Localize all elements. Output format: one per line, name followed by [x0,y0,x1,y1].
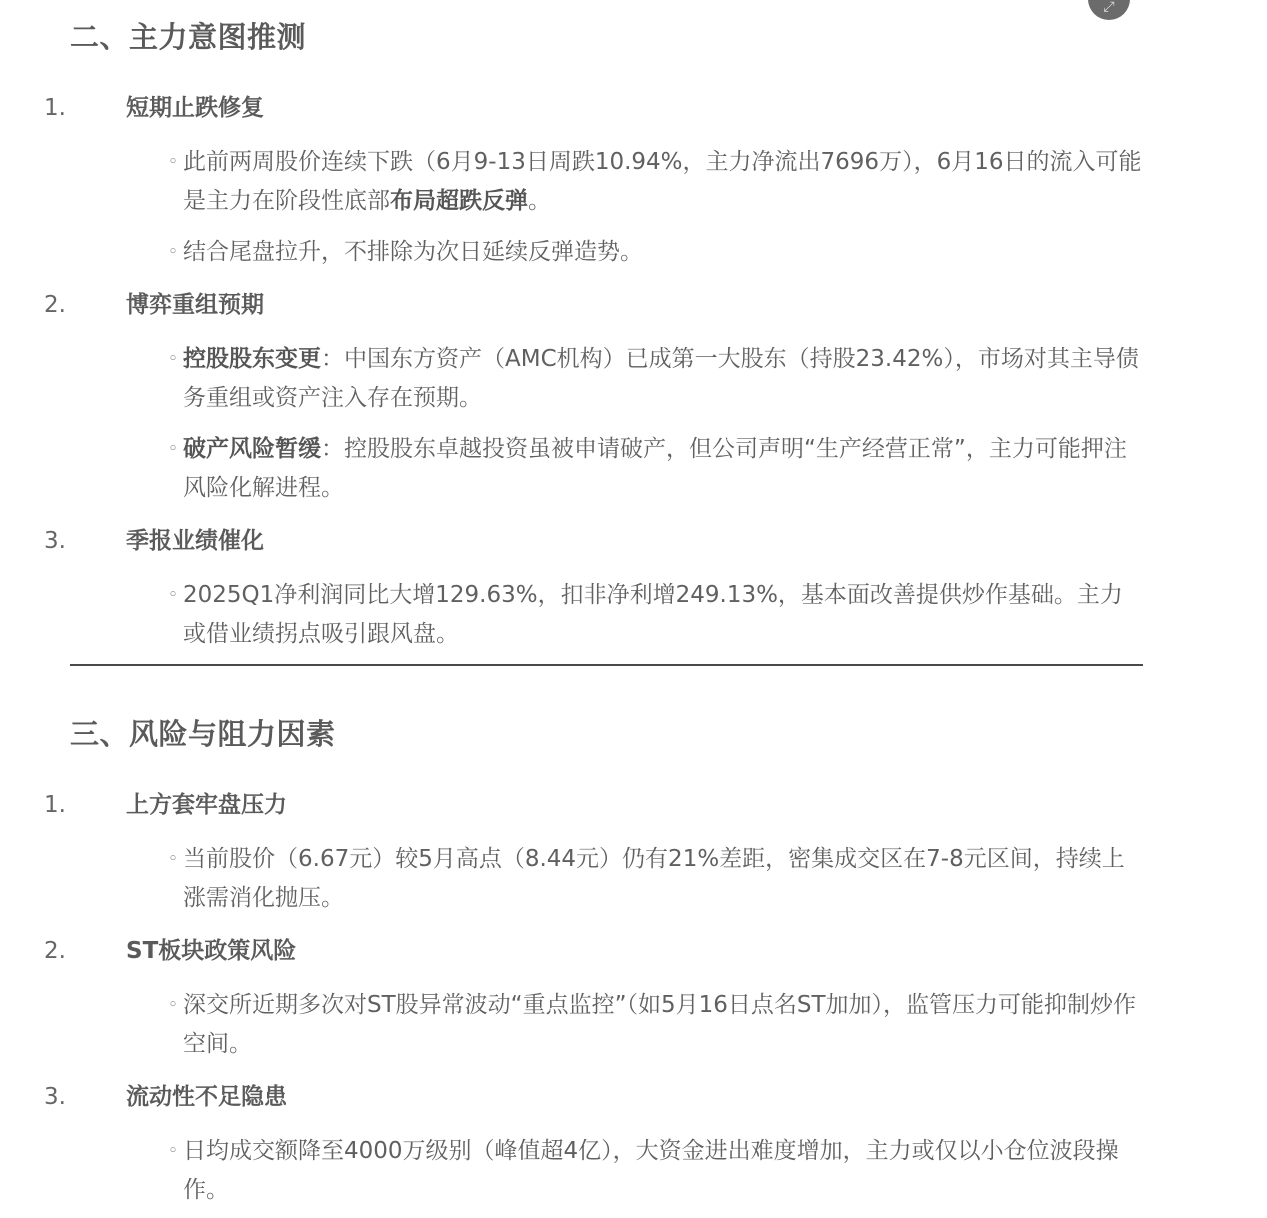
bullet-item [126,340,1143,418]
list-item [44,528,1143,556]
item-title: 博弈重组预期 [126,292,264,318]
bullet-dot: ◦ [168,242,179,262]
bullet-bold: 布局超跌反弹 [390,188,528,214]
item-number: 3. [44,528,66,554]
bullet-text: 深交所近期多次对ST股异常波动“重点监控”（如5月16日点名ST加加），监管压力可能抑制炒作空间。 [183,992,1137,1057]
bullet-item [126,143,1143,221]
bullet-dot: ◦ [168,1141,179,1161]
bullet-bold: 控股股东变更 [183,346,321,372]
bullet-item [126,430,1143,508]
list-item [44,1084,1143,1112]
bullet-text: ：控股股东卓越投资虽被申请破产，但公司声明“生产经营正常”，主力可能押注风险化解进程。 [183,436,1127,501]
item-title: 短期止跌修复 [126,95,264,121]
bullet-text: ：中国东方资产（AMC机构）已成第一大股东（持股23.42%），市场对其主导债务重组或资产注入存在预期。 [183,346,1139,411]
bullet-item [126,233,1143,272]
item-title: 季报业绩催化 [126,528,264,554]
list-item [44,938,1143,966]
bullet-item [126,840,1143,918]
item-title: 上方套牢盘压力 [126,792,287,818]
item-number: 3. [44,1084,66,1110]
bullet-text: 此前两周股价连续下跌（6月9-13日周跌10.94%，主力净流出7696万），6月16日的流入可能是主力在阶段性底部 [183,149,1142,214]
bullet-dot: ◦ [168,349,179,369]
bullet-dot: ◦ [168,585,179,605]
item-number: 1. [44,792,66,818]
list-item [44,292,1143,320]
item-number: 2. [44,938,66,964]
section-intent [44,20,1143,647]
bullet-dot: ◦ [168,439,179,459]
section-title: 三、风险与阻力因素 [70,717,336,751]
bullet-text: 结合尾盘拉升，不排除为次日延续反弹造势。 [183,239,643,265]
bullet-bold: 破产风险暂缓 [183,436,321,462]
bullet-dot: ◦ [168,995,179,1015]
item-number: 2. [44,292,66,318]
bullet-text: 日均成交额降至4000万级别（峰值超4亿），大资金进出难度增加，主力或仅以小仓位波段操作。 [183,1138,1119,1203]
item-number: 1. [44,95,66,121]
list-item [44,792,1143,820]
bullet-text: 当前股价（6.67元）较5月高点（8.44元）仍有21%差距，密集成交区在7-8元区间，持续上涨需消化抛压。 [183,846,1125,911]
divider [70,664,1143,666]
section-title: 二、主力意图推测 [70,20,307,54]
section-risk [44,717,1143,1203]
bullet-tail: 。 [528,188,551,214]
list-item [44,95,1143,123]
bullet-item [126,1132,1143,1210]
item-title: ST板块政策风险 [126,938,297,964]
bullet-item [126,986,1143,1064]
bullet-text: 2025Q1净利润同比大增129.63%，扣非净利增249.13%，基本面改善提供炒作基础。主力或借业绩拐点吸引跟风盘。 [183,582,1123,647]
bullet-dot: ◦ [168,849,179,869]
expand-icon[interactable]: ⤢ [1088,0,1130,20]
item-title: 流动性不足隐患 [126,1084,287,1110]
bullet-dot: ◦ [168,152,179,172]
bullet-item [126,576,1143,654]
